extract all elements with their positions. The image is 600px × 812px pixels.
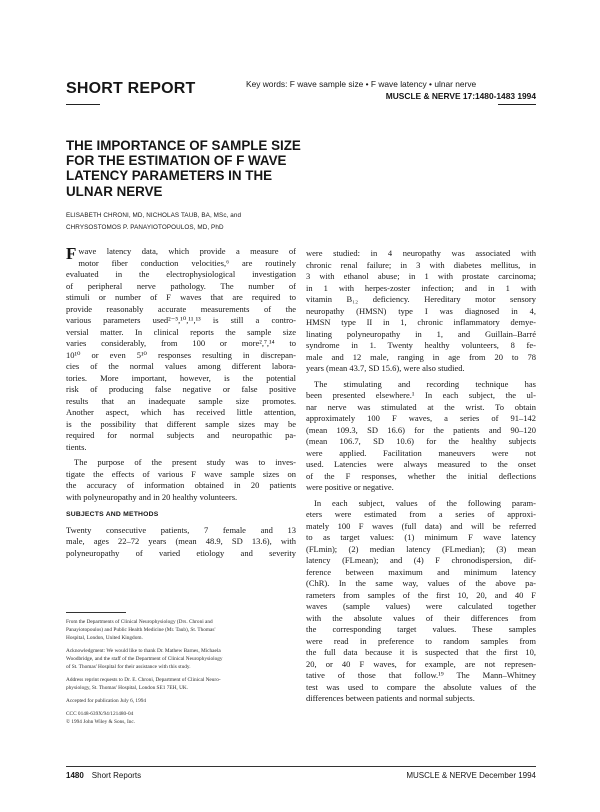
text-line: tories. More important, however, is the potential <box>66 372 296 383</box>
text-line: differences between patients and normal subjects. <box>306 693 475 703</box>
analysis-paragraph <box>306 498 536 705</box>
right-column <box>306 248 536 705</box>
text-line: Another aspect, which has received little attention, <box>66 407 296 417</box>
text-line: used. Latencies were always measured to the onset <box>306 459 536 469</box>
left-column <box>66 246 296 559</box>
text-line: with the absolute values of their differences from <box>306 612 536 623</box>
text-line: male, ages 22–72 years (mean 48.9, SD 13.6), with <box>66 536 296 546</box>
text-line: versial matter. In clinical reports the sample size <box>66 326 296 337</box>
text-line: Twenty consecutive patients, 7 female and 13 <box>66 524 296 535</box>
footer-left <box>66 771 141 780</box>
text-line: varies considerably, from 100 or more²,⁷,¹⁴ to <box>66 338 296 348</box>
text-line: polyneuropathy of varied etiology and severity <box>66 547 296 558</box>
text-line: (FLmin); (2) median latency (FLmedian); (3) mean <box>306 543 536 554</box>
drop-cap: F <box>66 244 77 263</box>
text-line: motor fiber conduction velocities,⁶ are routinely <box>78 257 296 268</box>
text-line: wave latency data, which provide a measure of <box>78 246 296 256</box>
text-line: (ChR). In the same way, values of the above pa- <box>306 578 536 588</box>
text-line: The stimulating and recording technique has <box>314 378 536 389</box>
footer-journal-date: MUSCLE & NERVE December 1994 <box>406 771 536 780</box>
text-line: male and 12 male, ranging in age from 20 to 78 <box>306 351 536 362</box>
title-line: FOR THE ESTIMATION OF F WAVE <box>66 153 287 169</box>
text-line: required for normal subjects and neuropathic pa- <box>66 430 296 440</box>
text-line: The purpose of the present study was to inves- <box>74 457 296 467</box>
text-line: latency (FLmean); and (4) F chronodispersion, dif- <box>306 555 536 565</box>
text-line: linating polyneuropathy in 1, and Guillain–Barré <box>306 328 536 339</box>
text-line: the full data because it is suspected that the first 10, <box>306 647 536 657</box>
header-right-rule <box>498 104 536 105</box>
footnote-line: From the Departments of Clinical Neurophysiology (Drs. Chroni and <box>66 619 213 625</box>
text-line: approximately 100 F waves, a series of 91–142 <box>306 413 536 423</box>
title-line: THE IMPORTANCE OF SAMPLE SIZE <box>66 138 301 153</box>
text-line: in 1 with herpes-zoster infection; and in 1 with <box>306 282 536 293</box>
text-line: been presented elsewhere.¹ In each subject, the ul- <box>306 390 536 400</box>
text-line: were applied. Facilitation maneuvers were not <box>306 447 536 458</box>
footnote-line: © 1994 John Wiley & Sons, Inc. <box>66 719 136 725</box>
author-line: ELISABETH CHRONI, MD, NICHOLAS TAUB, BA, MSc, and <box>66 212 242 219</box>
article-title <box>66 138 366 199</box>
text-line: the accuracy of information obtained in 20 patients <box>66 480 296 490</box>
footnote-line: of St. Thomas' Hospital for their assistance with this study. <box>66 664 191 670</box>
text-line: (mean 106.7, SD 10.6) for the healthy subjects <box>306 436 536 446</box>
author-line: CHRYSOSTOMOS P. PANAYIOTOPOULOS, MD, PhD <box>66 223 224 231</box>
text-line: mately 100 F waves (full data) and will be referred <box>306 520 536 531</box>
text-line: results that an inadequate sample size promotes. <box>66 395 296 406</box>
text-line: risk of producing false negative or false positive <box>66 384 296 394</box>
footnote-line: Woodbridge, and the staff of the Department of Clinical Neurophysiology <box>66 656 223 662</box>
title-line: LATENCY PARAMETERS IN THE <box>66 168 273 184</box>
text-line: years (mean 43.7, SD 15.6), were also studied. <box>306 363 465 373</box>
text-line: were positive or negative. <box>306 482 394 492</box>
page-number: 1480 <box>66 771 84 780</box>
title-line: ULNAR NERVE <box>66 183 163 199</box>
text-line: various parameters used²⁻⁵,¹⁰,¹¹,¹³ is still a contro- <box>66 315 296 325</box>
text-line: of the F responses, whether the initial deflections <box>306 470 536 481</box>
text-line: waves (sample values) were calculated together <box>306 601 536 611</box>
section-label: SHORT REPORT <box>66 80 196 97</box>
text-line: 10¹⁰ or even 5¹⁰ responses resulting in discrepan- <box>66 349 296 360</box>
text-line: provide reasonably accurate measurements of the <box>66 303 296 314</box>
text-line: vitamin B₁₂ deficiency. Hereditary motor sensory <box>306 294 536 304</box>
header-left-rule <box>66 104 100 105</box>
technique-paragraph <box>306 379 536 494</box>
text-line: is the possibility that different sample sizes may be <box>66 418 296 429</box>
methods-paragraph <box>66 525 296 560</box>
footer-section: Short Reports <box>91 771 142 780</box>
text-line: of peripheral nerve pathology. The number of <box>66 280 296 291</box>
text-line: nar nerve was stimulated at the wrist. To obtain <box>306 401 536 412</box>
intro-paragraph <box>66 246 296 453</box>
footnote-line: Acknowledgment: We would like to thank Dr. Mathew Barnes, Michaela <box>66 648 221 654</box>
text-line: HMSN type II in 1, chronic inflammatory demye- <box>306 317 536 327</box>
text-line: tative of those that follow.¹⁹ The Mann–Whitney <box>306 670 536 680</box>
text-line: In each subject, values of the following param- <box>314 497 536 508</box>
text-line: cies of the normal values among different labora- <box>66 361 296 371</box>
footnote-line: Hospital, London, United Kingdom. <box>66 635 143 641</box>
text-line: to as target values: (1) minimum F wave latency <box>306 532 536 542</box>
footer-rule <box>66 766 536 767</box>
text-line: (mean 109.3, SD 16.6) for the patients and 90–120 <box>306 424 536 435</box>
text-line: test was used to compare the absolute values of the <box>306 681 536 692</box>
text-line: evaluated in the electrophysiological investigation <box>66 269 296 279</box>
footnote-line: Address reprint requests to Dr. E. Chroni, Department of Clinical Neuro- <box>66 677 221 683</box>
text-line: the corresponding target values. These samples <box>306 624 536 634</box>
text-line: 3 with ethanol abuse; in 1 with prostate carcinoma; <box>306 271 536 281</box>
author-list <box>66 210 366 233</box>
text-line: syndrome in 1. Twenty healthy volunteers, 8 fe- <box>306 340 536 350</box>
text-line: were studied: in 4 neuropathy was associated with <box>306 248 536 258</box>
footnotes <box>66 618 296 726</box>
text-line: ference between maximum and minimum latency <box>306 566 536 577</box>
purpose-paragraph <box>66 457 296 503</box>
text-line: tigate the effects of various F wave sample sizes on <box>66 468 296 479</box>
text-line: stimuli or number of F waves that are required to <box>66 292 296 302</box>
text-line: were read in preference to random samples from <box>306 635 536 646</box>
text-line: rameters from samples of the first 10, 20, and 40 F <box>306 589 536 600</box>
text-line: eters were estimated from a series of approxi- <box>306 509 536 519</box>
methods-heading: SUBJECTS AND METHODS <box>66 511 159 518</box>
journal-citation: MUSCLE & NERVE 17:1480-1483 1994 <box>385 91 536 101</box>
footnote-line: physiology, St. Thomas' Hospital, London SE1 7EH, UK. <box>66 685 189 691</box>
patients-paragraph <box>306 248 536 375</box>
keywords-line: Key words: F wave sample size • F wave latency • ulnar nerve <box>246 79 477 89</box>
text-line: with polyneuropathy and in 20 healthy volunteers. <box>66 491 238 502</box>
text-line: chronic renal failure; in 3 with diabetes mellitus, in <box>306 259 536 270</box>
footnote-rule <box>66 612 126 613</box>
text-line: neuropathy (HMSN) type I was diagnosed in 4, <box>306 305 536 316</box>
text-line: 20, or 40 F waves, for example, are not represen- <box>306 658 536 669</box>
footnote-line: Panayiotopoulos) and Public Health Medicine (Mr. Taub), St. Thomas' <box>66 627 216 633</box>
text-line: tients. <box>66 441 87 452</box>
footnote-line: CCC 0148-639X/94/121480-04 <box>66 711 134 717</box>
footnote-line: Accepted for publication July 6, 1994 <box>66 698 147 704</box>
